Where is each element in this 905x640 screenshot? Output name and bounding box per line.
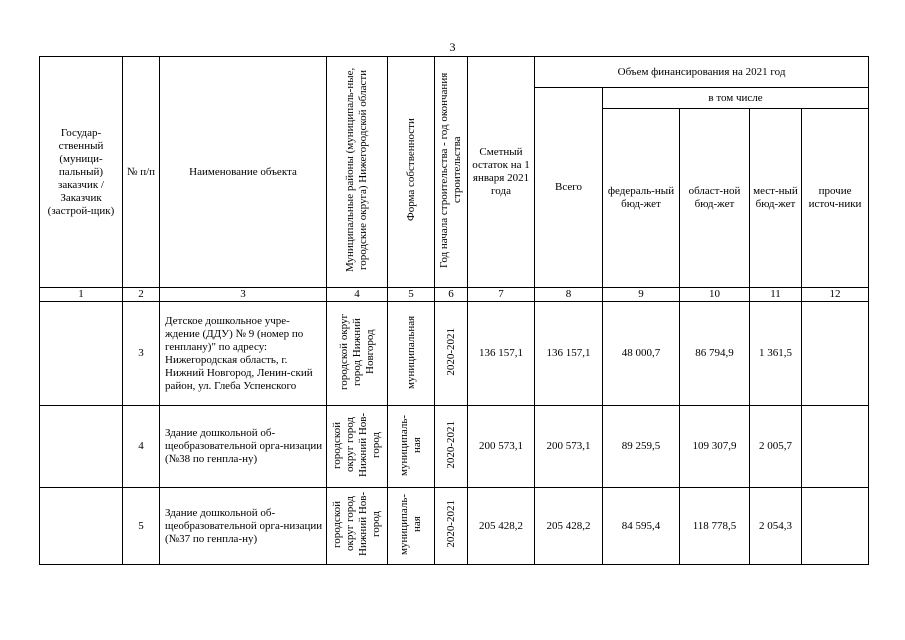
header-districts-text: Муниципальные районы (муниципаль-ные, городские округа) Нижегородской области: [344, 67, 369, 273]
cell-district: [327, 302, 388, 406]
header-years: [435, 57, 468, 288]
cell-years: [435, 488, 468, 565]
cell-district: [327, 488, 388, 565]
header-balance: Сметный остаток на 1 января 2021 года: [468, 57, 535, 288]
cell-years-text: 2020-2021: [444, 500, 457, 548]
cell-other: [802, 488, 869, 565]
cell-years: [435, 406, 468, 488]
header-districts: [327, 57, 388, 288]
header-regional: област-ной бюд-жет: [680, 109, 750, 288]
cell-district-text: городской округ город Нижний Новгород: [337, 313, 376, 390]
cell-object-name: Здание дошкольной об-щеобразовательной орга-низации (№37 по генпла-ну): [160, 488, 327, 565]
cell-district-text: городской округ город Нижний Нов-город: [331, 491, 382, 557]
cell-ownership-text: муниципаль-ная: [398, 413, 423, 476]
column-number: 1: [40, 288, 123, 302]
cell-total: 136 157,1: [535, 302, 603, 406]
cell-federal: 84 595,4: [603, 488, 680, 565]
cell-federal: 89 259,5: [603, 406, 680, 488]
column-number: 3: [160, 288, 327, 302]
header-ownership-text: Форма собственности: [404, 118, 417, 222]
cell-ownership: [388, 406, 435, 488]
column-number: 5: [388, 288, 435, 302]
column-number: 9: [603, 288, 680, 302]
header-total: Всего: [535, 88, 603, 288]
cell-balance: 136 157,1: [468, 302, 535, 406]
cell-years: [435, 302, 468, 406]
cell-regional: 86 794,9: [680, 302, 750, 406]
cell-other: [802, 406, 869, 488]
column-number: 2: [123, 288, 160, 302]
cell-district-text: городской округ город Нижний Нов-город: [331, 412, 382, 477]
column-numbers-row: [40, 288, 869, 302]
cell-ownership-text: муниципаль-ная: [398, 493, 423, 555]
header-other: прочие источ-ники: [802, 109, 869, 288]
cell-district: [327, 406, 388, 488]
cell-federal: 48 000,7: [603, 302, 680, 406]
column-number: 6: [435, 288, 468, 302]
cell-regional: 118 778,5: [680, 488, 750, 565]
cell-ownership: [388, 488, 435, 565]
cell-ownership: [388, 302, 435, 406]
cell-balance: 200 573,1: [468, 406, 535, 488]
cell-years-text: 2020-2021: [444, 327, 457, 376]
header-object-name: Наименование объекта: [160, 57, 327, 288]
header-federal: федераль-ный бюд-жет: [603, 109, 680, 288]
header-customer: Государ-ственный (муници-пальный) заказчик / Заказчик (застрой-щик): [40, 57, 123, 288]
cell-local: 2 005,7: [750, 406, 802, 488]
table-row: [40, 302, 869, 406]
cell-other: [802, 302, 869, 406]
column-number: 10: [680, 288, 750, 302]
cell-balance: 205 428,2: [468, 488, 535, 565]
cell-object-name: Здание дошкольной об-щеобразовательной орга-низации (№38 по генпла-ну): [160, 406, 327, 488]
header-financing: Объем финансирования на 2021 год: [535, 57, 869, 88]
column-number: 4: [327, 288, 388, 302]
cell-object-name: Детское дошкольное учре-ждение (ДДУ) № 9 (номер по генплану)" по адресу: Нижегородская область, г. Нижний Новгород, Ленин-ский район, ул. Глеба Успенского: [160, 302, 327, 406]
cell-customer: [40, 488, 123, 565]
cell-num: 5: [123, 488, 160, 565]
table-row: [40, 406, 869, 488]
header-ownership: [388, 57, 435, 288]
cell-num: 4: [123, 406, 160, 488]
header-years-text: Год начала строительства - год окончания строительства: [438, 72, 463, 268]
column-number: 12: [802, 288, 869, 302]
header-local: мест-ный бюд-жет: [750, 109, 802, 288]
cell-local: 1 361,5: [750, 302, 802, 406]
column-number: 7: [468, 288, 535, 302]
column-number: 11: [750, 288, 802, 302]
cell-ownership-text: муниципальная: [404, 314, 417, 389]
cell-customer: [40, 302, 123, 406]
page-number: 3: [449, 40, 456, 54]
cell-years-text: 2020-2021: [444, 420, 457, 469]
cell-regional: 109 307,9: [680, 406, 750, 488]
cell-total: 205 428,2: [535, 488, 603, 565]
cell-num: 3: [123, 302, 160, 406]
column-number: 8: [535, 288, 603, 302]
financing-table: [39, 56, 869, 565]
cell-local: 2 054,3: [750, 488, 802, 565]
header-num: № п/п: [123, 57, 160, 288]
cell-customer: [40, 406, 123, 488]
header-including: в том числе: [603, 88, 869, 109]
table-row: [40, 488, 869, 565]
cell-total: 200 573,1: [535, 406, 603, 488]
